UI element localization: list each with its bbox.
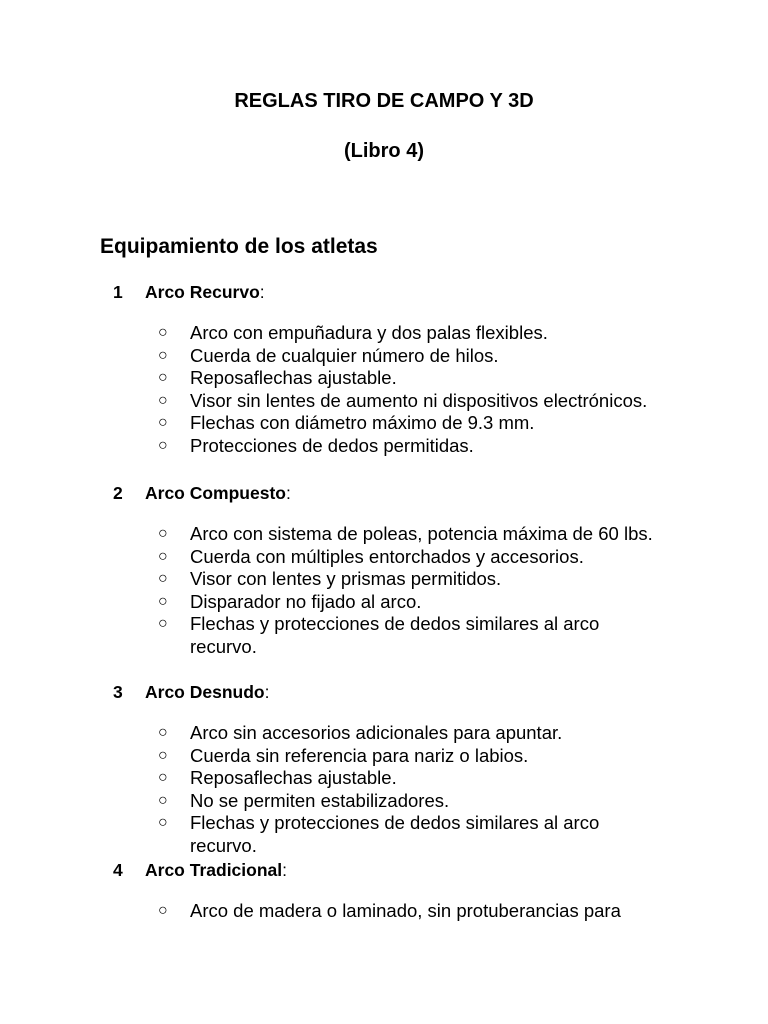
circle-bullet-icon: ○ (158, 369, 168, 386)
item-number: 1 (113, 282, 123, 302)
equipment-item-recurve (0, 280, 768, 457)
bullet-list (0, 523, 768, 658)
section-heading: Equipamiento de los atletas (100, 235, 378, 258)
list-item: ○ Disparador no fijado al arco. (158, 590, 422, 612)
list-item: ○ Visor con lentes y prismas permitidos. (158, 568, 502, 589)
item-number: 3 (113, 682, 123, 702)
circle-bullet-icon: ○ (158, 724, 168, 741)
circle-bullet-icon: ○ (158, 814, 168, 831)
list-item: ○ Cuerda de cualquier número de hilos. (158, 344, 499, 366)
list-item: ○ Reposaflechas ajustable. (158, 767, 397, 788)
list-item: ○ Arco con sistema de poleas, potencia máxima de 60 lbs. (158, 523, 653, 544)
circle-bullet-icon: ○ (158, 791, 168, 809)
equipment-item-compound (0, 481, 768, 658)
list-item: ○ Reposaflechas ajustable. (158, 367, 397, 388)
circle-bullet-icon: ○ (158, 547, 168, 565)
circle-bullet-icon: ○ (158, 346, 168, 364)
circle-bullet-icon: ○ (158, 570, 168, 587)
list-item: ○ Cuerda sin referencia para nariz o labios. (158, 744, 529, 766)
item-name: Arco Compuesto: (145, 483, 291, 503)
item-header (0, 481, 768, 505)
circle-bullet-icon: ○ (158, 436, 168, 454)
list-item: ○ Protecciones de dedos permitidas. (158, 434, 474, 456)
item-name: Arco Desnudo: (145, 682, 270, 702)
circle-bullet-icon: ○ (158, 414, 168, 431)
list-item: ○ Visor sin lentes de aumento ni dispositivos electrónicos. (158, 389, 648, 411)
list-item: ○ Arco sin accesorios adicionales para apuntar. (158, 722, 563, 743)
item-name: Arco Tradicional: (145, 860, 287, 880)
bullet-list (0, 722, 768, 857)
item-number: 2 (113, 483, 123, 503)
circle-bullet-icon: ○ (158, 391, 168, 409)
item-name: Arco Recurvo: (145, 282, 265, 302)
list-item: ○ Flechas y protecciones de dedos similares al arco recurvo. (158, 812, 600, 856)
circle-bullet-icon: ○ (158, 324, 168, 341)
list-item: ○ Arco de madera o laminado, sin protuberancias para (158, 900, 621, 921)
equipment-item-barebow (0, 680, 768, 857)
item-header (0, 280, 768, 304)
bullet-list (0, 900, 768, 923)
list-item: ○ No se permiten estabilizadores. (158, 789, 450, 811)
list-item: ○ Flechas con diámetro máximo de 9.3 mm. (158, 412, 535, 433)
item-header (0, 858, 768, 882)
circle-bullet-icon: ○ (158, 615, 168, 632)
document-title: REGLAS TIRO DE CAMPO Y 3D (234, 90, 534, 112)
circle-bullet-icon: ○ (158, 902, 168, 919)
item-header (0, 680, 768, 704)
circle-bullet-icon: ○ (158, 592, 168, 610)
item-number: 4 (113, 860, 123, 880)
bullet-list (0, 322, 768, 457)
circle-bullet-icon: ○ (158, 769, 168, 786)
list-item: ○ Cuerda con múltiples entorchados y accesorios. (158, 545, 584, 567)
circle-bullet-icon: ○ (158, 525, 168, 542)
list-item: ○ Arco con empuñadura y dos palas flexibles. (158, 322, 548, 343)
list-item: ○ Flechas y protecciones de dedos similares al arco recurvo. (158, 613, 600, 657)
circle-bullet-icon: ○ (158, 746, 168, 764)
equipment-item-traditional (0, 858, 768, 923)
document-subtitle: (Libro 4) (344, 140, 424, 162)
